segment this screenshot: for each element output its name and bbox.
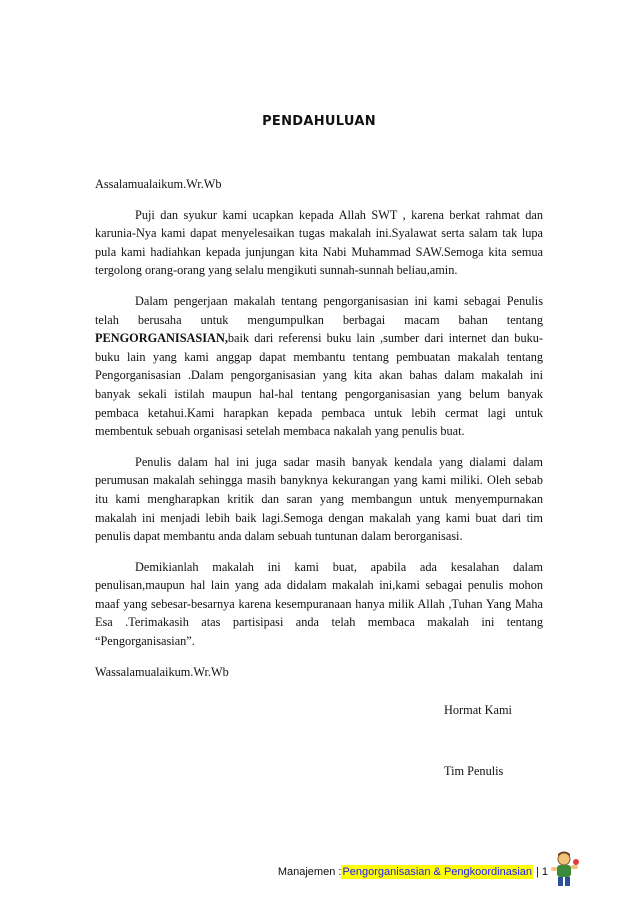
signature-author: Tim Penulis [444, 764, 504, 778]
paragraph-2-text-end: baik dari referensi buku lain ,sumber dari internet dan buku-buku lain yang kami anggap dapat membantu tentang pembuatan makalah tentang Pengorganisasian .Dalam pengorganisasian yang kita akan bahas dalam makalah ini banyak sekali istilah maupun hal-hal tentang pengorganisasian yang belum banyak pembaca ketahui.Kami harapkan kepada pembaca untuk lebih cermat lagi untuk membentuk sebuah organisasi setelah membaca nakalah yang penulis buat. [95, 331, 543, 439]
paragraph-4: Demikianlah makalah ini kami buat, apabila ada kesalahan dalam penulisan,maupun hal lain yang ada didalam makalah ini,kami sebagai penulis mohon maaf yang sebesar-besarnya karena kesempuranaan hanya milik Allah ,Tuhan Yang Maha Esa .Terimakasih atas partisipasi anda telah membaca makalah ini tentang “Pengorganisasian”. [95, 559, 543, 649]
page-number: 1 [541, 866, 548, 878]
paragraph-2-bold-term: PENGORGANISASIAN, [95, 331, 228, 346]
page-footer [278, 862, 548, 882]
paragraph-1: Puji dan syukur kami ucapkan kepada Allah SWT , karena berkat rahmat dan karunia-Nya kami dapat menyelesaikan tugas makalah ini.Syalawat serta salam tak lupa pula kami hadiahkan kepada junjungan kita Nabi Muhammad SAW.Semoga kita semua tergolong orang-orang yang selalu mengikuti sunnah-sunnah beliau,amin. [95, 207, 543, 278]
paragraph-2 [95, 292, 543, 441]
page-title: PENDAHULUAN [262, 114, 376, 129]
closing: Wassalamualaikum.Wr.Wb [95, 664, 229, 679]
character-decoration-icon [547, 850, 581, 888]
footer-topic: Pengorganisasian & Pengkoordinasian [342, 866, 533, 878]
paragraph-2-text-start: Dalam pengerjaan makalah tentang pengorganisasian ini kami sebagai Penulis telah berusaha untuk mengumpulkan berbagai macam bahan tentang [95, 293, 543, 327]
footer-separator: | [536, 866, 539, 878]
footer-prefix: Manajemen : [277, 866, 342, 878]
body-text [95, 175, 543, 681]
paragraph-3: Penulis dalam hal ini juga sadar masih banyak kendala yang dialami dalam perumusan makalah sehingga masih banyknya kekurangan yang kami miliki. Oleh sebab itu kami mengharapkan kritik dan saran yang membangun untuk menyempurnakan makalah ini menjadi lebih baik lagi.Semoga dengan makalah yang kami buat dari tim penulis dapat membantu anda dalam sebuah tuntunan dalam berorganisasi. [95, 454, 543, 544]
signature-regards: Hormat Kami [444, 703, 512, 717]
greeting: Assalamualaikum.Wr.Wb [95, 177, 222, 191]
